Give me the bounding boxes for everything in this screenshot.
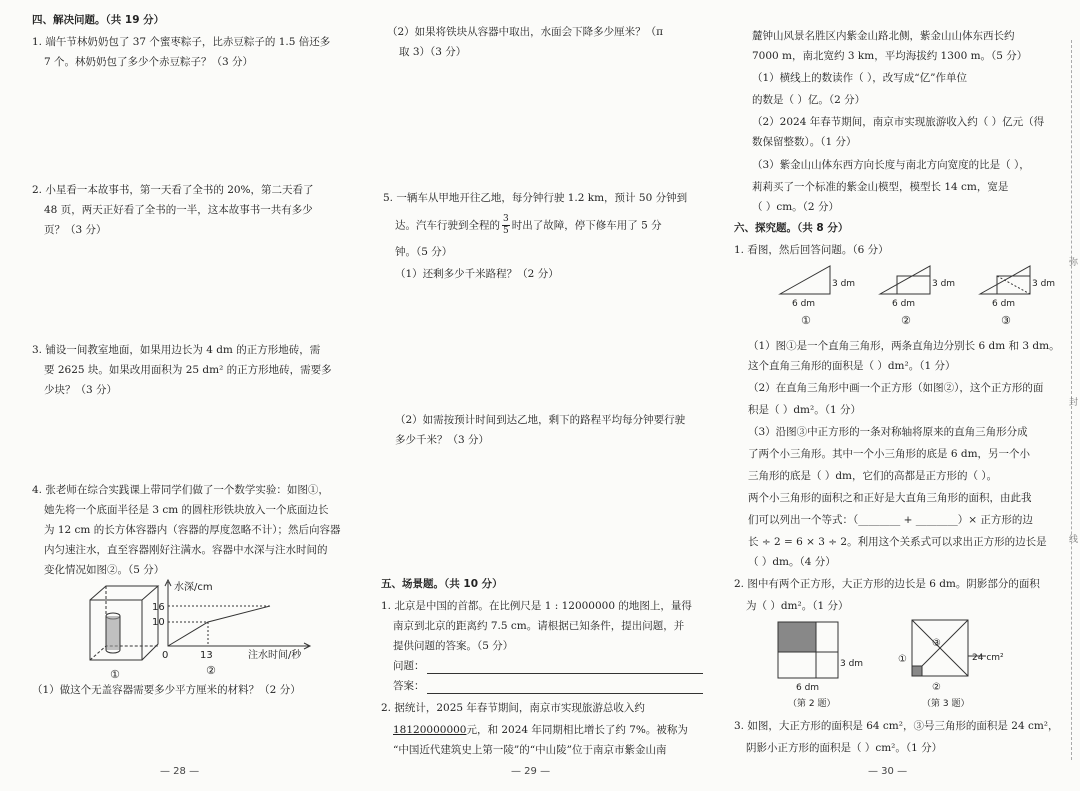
graph-ylabel: 水深/cm — [174, 582, 213, 593]
f3-area: 24 cm² — [972, 653, 1004, 663]
q4-line1: 4. 张老师在综合实践课上带同学们做了一个数学实验：如图①， — [32, 484, 329, 496]
page-30 — [730, 0, 1080, 791]
e1-sub3-line5: 们可以列出一个等式：（________ + ________）× 正方形的边 — [748, 514, 1033, 526]
binding-char-2: 封 — [1068, 398, 1078, 408]
f3-marker-3: ③ — [932, 638, 941, 649]
s1-answer-label: 答案： — [393, 680, 425, 692]
q4-sub2-line1: （2）如果将铁块从容器中取出，水面会下降多少厘米？（π — [387, 26, 664, 38]
fig1-marker: ① — [110, 668, 120, 681]
f3-marker-1: ① — [898, 654, 907, 665]
question-answer-line[interactable] — [427, 673, 703, 674]
page-number-29: — 29 — — [511, 766, 551, 777]
q4-sub2-line2: 取 3）（3 分） — [399, 46, 467, 58]
e1-sub3-line1: （3）沿图③中正方形的一条对称轴将原来的直角三角形分成 — [748, 426, 1028, 438]
tri1-height: 3 dm — [832, 279, 856, 289]
graph-y10: 10 — [152, 617, 165, 628]
c-line1: 麓钟山风景名胜区内紫金山路北侧，紫金山山体东西长约 — [752, 30, 1015, 42]
two-squares-figure — [770, 618, 880, 710]
fraction-numerator: 3 — [503, 214, 509, 224]
q2-line2: 48 页，两天正好看了全书的一半，这本故事书一共有多少 — [44, 204, 313, 216]
tri1-marker: ① — [801, 314, 811, 327]
c-sub2-line2: 数保留整数）。（1 分） — [752, 136, 857, 148]
c-sub2-line1: （2）2024 年春节期间，南京市实现旅游收入约（ ）亿元（得 — [752, 116, 1045, 128]
q4-line2: 她先将一个底面半径是 3 cm 的圆柱形铁块放入一个底面边长 — [44, 504, 329, 516]
e1-sub3-line6: 长 ÷ 2 = 6 × 3 ÷ 2。利用这个关系式可以求出正方形的边长是 — [748, 536, 1047, 548]
q4-line5: 变化情况如图②。（5 分） — [44, 564, 165, 576]
graph-x0: 0 — [162, 650, 169, 661]
fig2-marker: ② — [206, 664, 216, 677]
q5-sub2-line1: （2）如需按预计时间到达乙地，剩下的路程平均每分钟要行驶 — [395, 414, 686, 426]
e1-sub3-line3: 三角形的底是（ ）dm，它们的高都是正方形的（ ）。 — [748, 470, 998, 482]
q5-line1: 5. 一辆车从甲地开往乙地，每分钟行驶 1.2 km，预计 50 分钟到 — [383, 192, 688, 204]
e1-sub3-line7: （ ）dm。（4 分） — [748, 556, 836, 568]
tri3-base: 6 dm — [992, 299, 1016, 309]
e1-sub3-line2: 了两个小三角形。其中一个小三角形的底是 6 dm，另一个小 — [748, 448, 1031, 460]
tri2-marker: ② — [901, 314, 911, 327]
c-sub3-line3: （ ）cm。（2 分） — [752, 201, 839, 213]
tri3-height: 3 dm — [1032, 279, 1056, 289]
q4-sub1: （1）做这个无盖容器需要多少平方厘米的材料？（2 分） — [32, 684, 301, 696]
e1-sub3-line4: 两个小三角形的面积之和正好是大直角三角形的面积，由此我 — [748, 492, 1032, 504]
s1-question-label: 问题： — [393, 660, 425, 672]
e3-line1: 3. 如图，大正方形的面积是 64 cm²，③号三角形的面积是 24 cm²， — [734, 720, 1059, 732]
f3-marker-2: ② — [932, 682, 941, 693]
binding-char-1: 弥 — [1068, 258, 1078, 268]
underlined-number: 18120000000 — [393, 724, 467, 736]
c-sub3-line1: （3）紫金山山体东西方向长度与南北方向宽度的比是（ ）， — [752, 159, 1030, 171]
s2-line3: “中国近代建筑史上第一陵”的“中山陵”位于南京市紫金山南 — [393, 744, 667, 756]
fraction-denominator: 5 — [503, 226, 509, 236]
tri3-marker: ③ — [1001, 314, 1011, 327]
c-line2: 7000 m，南北宽约 3 km，平均海拔约 1300 m。（5 分） — [752, 50, 1028, 62]
graph-xlabel: 注水时间/秒 — [248, 650, 302, 661]
section-4-heading: 四、解决问题。（共 19 分） — [32, 14, 165, 26]
c-sub3-line2: 莉莉买了一个标准的紫金山模型，模型长 14 cm，宽是 — [752, 181, 1009, 193]
tri2-height: 3 dm — [932, 279, 956, 289]
f2-base: 6 dm — [796, 683, 820, 693]
s1-line2: 南京到北京的距离约 7.5 cm。请根据已知条件，提出问题，并 — [393, 620, 685, 632]
tri1-base: 6 dm — [792, 299, 816, 309]
q5-line2-start: 达。汽车行驶到全程的 — [395, 219, 500, 232]
page-number-30: — 30 — — [868, 766, 908, 777]
q5-sub2-line2: 多少千米？（3 分） — [395, 434, 490, 446]
s1-line3: 提供问题的答案。（5 分） — [393, 640, 514, 652]
f3-caption: （第 3 题） — [922, 699, 970, 709]
q5-sub1: （1）还剩多少千米路程？（2 分） — [395, 268, 559, 280]
e2-line2: 为（ ）dm²。（1 分） — [746, 600, 849, 612]
c-sub1-line1: （1）横线上的数读作（ ），改写成“亿”作单位 — [752, 72, 968, 84]
section-6-heading: 六、探究题。（共 8 分） — [734, 222, 849, 234]
page-29 — [365, 0, 730, 791]
page-number-28: — 28 — — [160, 766, 200, 777]
q5-line2-end: 时出了故障，停下修车用了 5 分 — [511, 219, 662, 232]
e1-sub1-line2: 这个直角三角形的面积是（ ）dm²。（1 分） — [748, 360, 956, 372]
e2-line1: 2. 图中有两个正方形，大正方形的边长是 6 dm。阴影部分的面积 — [734, 578, 1040, 590]
q2-line1: 2. 小星看一本故事书，第一天看了全书的 20%，第二天看了 — [32, 184, 314, 196]
s2-line1: 2. 据统计，2025 年春节期间，南京市实现旅游总收入约 — [381, 702, 645, 714]
section-5-heading: 五、场景题。（共 10 分） — [381, 578, 503, 590]
q2-line3: 页？（3 分） — [44, 224, 107, 236]
e1-sub1-line1: （1）图①是一个直角三角形，两条直角边分别长 6 dm 和 3 dm。 — [748, 340, 1060, 352]
fraction-3-5 — [502, 214, 510, 237]
answer-answer-line[interactable] — [427, 693, 703, 694]
tri2-base: 6 dm — [892, 299, 916, 309]
triangle-figures — [770, 262, 1070, 332]
q1-line1: 1. 端午节林奶奶包了 37 个蜜枣粽子，比赤豆粽子的 1.5 倍还多 — [32, 36, 331, 48]
f2-height: 3 dm — [840, 659, 864, 669]
page-28 — [0, 0, 365, 791]
s2-line2 — [393, 720, 688, 740]
e1-sub2-line2: 积是（ ）dm²。（1 分） — [748, 404, 861, 416]
graph-y16: 16 — [152, 602, 165, 613]
nested-squares-figure — [894, 616, 1024, 710]
q3-line1: 3. 铺设一间教室地面，如果用边长为 4 dm 的正方形地砖，需 — [32, 344, 321, 356]
q4-line3: 为 12 cm 的长方体容器内（容器的厚度忽略不计）；然后向容器 — [44, 524, 341, 536]
e3-line2: 阴影小正方形的面积是（ ）cm²。（1 分） — [746, 742, 943, 754]
s2-line2-rest: 元，和 2024 年同期相比增长了约 7%。被称为 — [466, 724, 688, 736]
c-sub1-line2: 的数是（ ）亿。（2 分） — [752, 94, 866, 106]
q3-line2: 要 2625 块。如果改用面积为 25 dm² 的正方形地砖，需要多 — [44, 364, 332, 376]
q5-line3: 钟。（5 分） — [395, 246, 453, 258]
q1-line2: 7 个。林奶奶包了多少个赤豆粽子？（3 分） — [44, 56, 254, 68]
f2-caption: （第 2 题） — [788, 699, 836, 709]
graph-x13: 13 — [200, 650, 213, 661]
q5-line2 — [395, 214, 662, 237]
q3-line3: 少块？（3 分） — [44, 384, 118, 396]
q4-line4: 内匀速注水，直至容器刚好注满水。容器中水深与注水时间的 — [44, 544, 328, 556]
depth-time-graph — [140, 576, 320, 682]
e1-line1: 1. 看图，然后回答问题。（6 分） — [734, 244, 889, 256]
e1-sub2-line1: （2）在直角三角形中画一个正方形（如图②），这个正方形的面 — [748, 382, 1044, 394]
s1-line1: 1. 北京是中国的首都。在比例尺是 1 : 12000000 的地图上，量得 — [381, 600, 692, 612]
binding-char-3: 线 — [1068, 535, 1078, 545]
